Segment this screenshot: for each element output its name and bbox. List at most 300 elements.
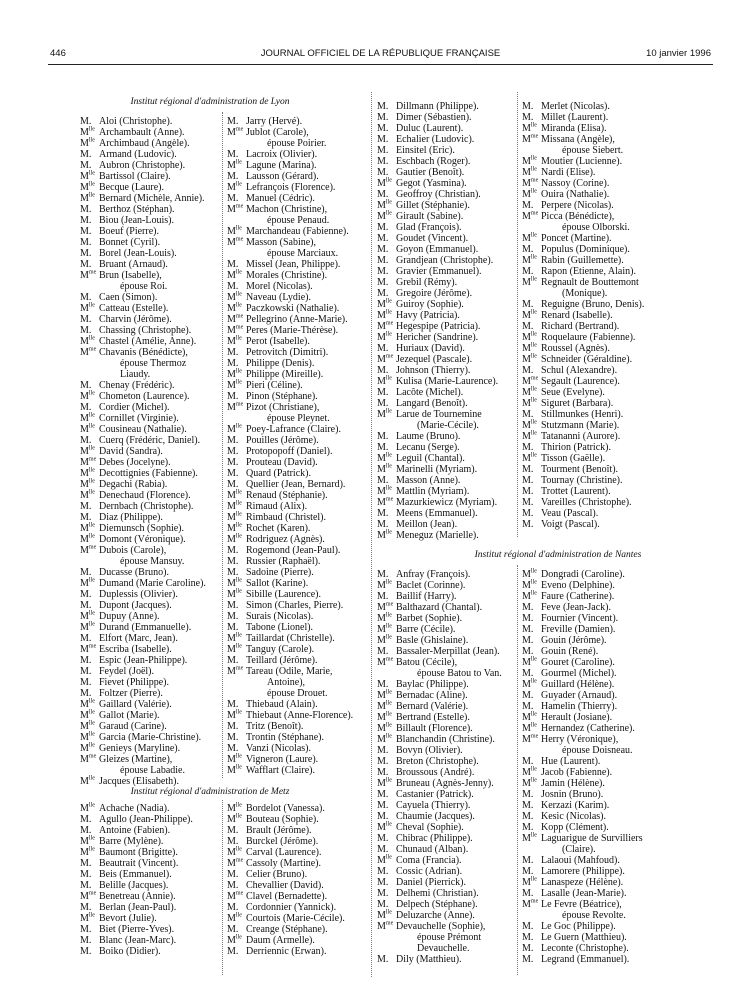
- civility-title: $M^{lle}$: [522, 254, 537, 266]
- person-name: Devauchelle.: [417, 943, 470, 954]
- civility-title: M.: [522, 409, 534, 420]
- civility-title: M.: [522, 475, 534, 486]
- civility-title: $M^{lle}$: [80, 181, 95, 193]
- civility-title: M.: [522, 646, 534, 657]
- person-name: Jamin (Hélène).: [541, 778, 605, 789]
- person-name: Quard (Patrick).: [246, 468, 311, 479]
- civility-title: $M^{me}$: [377, 353, 394, 365]
- civility-title: M.: [377, 877, 389, 888]
- civility-title: $M^{me}$: [80, 456, 97, 468]
- person-name: Espic (Jean-Philippe).: [99, 655, 188, 666]
- person-name: Siguret (Barbara).: [541, 398, 614, 409]
- civility-title: $M^{lle}$: [227, 522, 242, 534]
- civility-title: M.: [227, 391, 239, 402]
- person-name: Decottignies (Fabienne).: [99, 468, 198, 479]
- civility-title: M.: [377, 277, 389, 288]
- civility-title: M.: [377, 101, 389, 112]
- civility-title: M.: [522, 365, 534, 376]
- person-name: Protopopoff (Daniel).: [246, 446, 333, 457]
- person-name: Gourmel (Michel).: [541, 668, 617, 679]
- civility-title: M.: [377, 767, 389, 778]
- civility-title: M.: [80, 116, 92, 127]
- person-name: épouse Poirier.: [267, 138, 327, 149]
- civility-title: $M^{lle}$: [227, 632, 242, 644]
- civility-title: $M^{lle}$: [522, 452, 537, 464]
- person-name: Gravier (Emmanuel).: [396, 266, 482, 277]
- civility-title: M.: [377, 475, 389, 486]
- person-name: Chunaud (Alban).: [396, 844, 469, 855]
- civility-title: M.: [80, 924, 92, 935]
- civility-title: $M^{lle}$: [377, 821, 392, 833]
- civility-title: M.: [227, 457, 239, 468]
- civility-title: M.: [377, 266, 389, 277]
- civility-title: M.: [522, 112, 534, 123]
- civility-title: $M^{lle}$: [227, 302, 242, 314]
- civility-title: M.: [522, 921, 534, 932]
- civility-title: M.: [522, 866, 534, 877]
- person-name: Seue (Evelyne).: [541, 387, 605, 398]
- person-name: Trottet (Laurent).: [541, 486, 611, 497]
- civility-title: M.: [80, 215, 92, 226]
- person-name: Baillif (Harry).: [396, 591, 457, 602]
- person-name: Regnault de Bouttemont: [541, 277, 639, 288]
- person-name: Simon (Charles, Pierre).: [246, 600, 344, 611]
- civility-title: M.: [377, 288, 389, 299]
- person-name: Daum (Armelle).: [246, 935, 315, 946]
- person-name: Chometon (Laurence).: [99, 391, 190, 402]
- person-name: Ouira (Nathalie).: [541, 189, 610, 200]
- person-name: Cuerq (Frédéric, Daniel).: [99, 435, 201, 446]
- person-name: Wafflart (Claire).: [246, 765, 315, 776]
- person-name: Vareilles (Christophe).: [541, 497, 632, 508]
- person-name: Debes (Jocelyne).: [99, 457, 171, 468]
- civility-title: M.: [377, 189, 389, 200]
- civility-title: $M^{me}$: [377, 320, 394, 332]
- person-name: Le Fevre (Béatrice),: [541, 899, 622, 910]
- civility-title: M.: [227, 836, 239, 847]
- person-name: Beautrait (Vincent).: [99, 858, 179, 869]
- civility-title: $M^{me}$: [80, 643, 97, 655]
- civility-title: M.: [522, 932, 534, 943]
- person-name: Elfort (Marc, Jean).: [99, 633, 178, 644]
- person-name: Poncet (Martine).: [541, 233, 612, 244]
- civility-title: M.: [377, 244, 389, 255]
- person-name: Gouin (René).: [541, 646, 599, 657]
- civility-title: $M^{me}$: [522, 733, 539, 745]
- civility-title: $M^{lle}$: [377, 711, 392, 723]
- person-name: Celier (Bruno).: [246, 869, 308, 880]
- civility-title: $M^{lle}$: [227, 643, 242, 655]
- civility-title: M.: [377, 387, 389, 398]
- person-name: Barbet (Sophie).: [396, 613, 463, 624]
- person-name: Tatananni (Aurore).: [541, 431, 621, 442]
- civility-title: M.: [227, 880, 239, 891]
- civility-title: M.: [227, 721, 239, 732]
- civility-title: M.: [377, 343, 389, 354]
- civility-title: M.: [377, 844, 389, 855]
- person-name: Borel (Jean-Louis).: [99, 248, 177, 259]
- person-name: Dupuy (Anne).: [99, 611, 160, 622]
- civility-title: M.: [522, 497, 534, 508]
- civility-title: $M^{lle}$: [522, 122, 537, 134]
- issue-date: 10 janvier 1996: [646, 48, 711, 59]
- civility-title: M.: [522, 701, 534, 712]
- person-name: Caen (Simon).: [99, 292, 158, 303]
- person-name: Masson (Anne).: [396, 475, 461, 486]
- person-name: Berlan (Jean-Paul).: [99, 902, 177, 913]
- person-name: Goudet (Vincent).: [396, 233, 469, 244]
- person-name: Stillmunkes (Henri).: [541, 409, 624, 420]
- civility-title: $M^{me}$: [227, 857, 244, 869]
- civility-title: $M^{lle}$: [522, 397, 537, 409]
- person-name: Roussel (Agnès).: [541, 343, 610, 354]
- person-name: David (Sandra).: [99, 446, 163, 457]
- civility-title: $M^{me}$: [80, 890, 97, 902]
- civility-title: $M^{lle}$: [522, 419, 537, 431]
- person-name: Billault (Florence).: [396, 723, 473, 734]
- civility-title: M.: [377, 233, 389, 244]
- section-title-metz: Institut régional d'administration de Metz: [130, 787, 290, 797]
- person-name: épouse Batou to Van.: [417, 668, 502, 679]
- person-name: Gallot (Marie).: [99, 710, 160, 721]
- person-name: Gegot (Yasmina).: [396, 178, 467, 189]
- civility-title: $M^{lle}$: [522, 678, 537, 690]
- person-name: Genieys (Maryline).: [99, 743, 181, 754]
- person-name: Populus (Dominique).: [541, 244, 630, 255]
- person-name: Chibrac (Philippe).: [396, 833, 473, 844]
- civility-title: M.: [377, 811, 389, 822]
- civility-title: M.: [227, 259, 239, 270]
- civility-title: M.: [522, 855, 534, 866]
- person-name: Bartissol (Claire).: [99, 171, 171, 182]
- person-name: Devauchelle (Sophie),: [396, 921, 486, 932]
- person-name: Schul (Alexandre).: [541, 365, 618, 376]
- civility-title: $M^{lle}$: [80, 720, 95, 732]
- civility-title: M.: [377, 789, 389, 800]
- civility-title: M.: [377, 899, 389, 910]
- civility-title: M.: [522, 321, 534, 332]
- person-name: Feydel (Joël).: [99, 666, 154, 677]
- person-name: Peres (Marie-Thérèse).: [246, 325, 339, 336]
- civility-title: M.: [522, 954, 534, 965]
- civility-title: M.: [377, 167, 389, 178]
- civility-title: $M^{lle}$: [80, 846, 95, 858]
- person-name: Rodriguez (Agnès).: [246, 534, 325, 545]
- person-name: Taillardat (Christelle).: [246, 633, 335, 644]
- civility-title: M.: [227, 825, 239, 836]
- person-name: Meillon (Jean).: [396, 519, 458, 530]
- civility-title: M.: [522, 613, 534, 624]
- person-name: Millet (Laurent).: [541, 112, 609, 123]
- civility-title: M.: [80, 666, 92, 677]
- civility-title: $M^{lle}$: [80, 390, 95, 402]
- person-name: Chavanis (Bénédicte),: [99, 347, 188, 358]
- person-name: Lausson (Gérard).: [246, 171, 319, 182]
- civility-title: M.: [227, 468, 239, 479]
- civility-title: M.: [522, 635, 534, 646]
- civility-title: M.: [227, 600, 239, 611]
- person-name: Blanchandin (Christine).: [396, 734, 495, 745]
- person-name: Marinelli (Myriam).: [396, 464, 478, 475]
- person-name: Fievet (Philippe).: [99, 677, 169, 688]
- person-name: Lanaspeze (Hélène).: [541, 877, 624, 888]
- person-name: Schneider (Géraldine).: [541, 354, 633, 365]
- person-name: Ducasse (Bruno).: [99, 567, 169, 578]
- person-name: Merlet (Nicolas).: [541, 101, 610, 112]
- person-name: Baclet (Corinne).: [396, 580, 466, 591]
- person-name: Jarry (Hervé).: [246, 116, 303, 127]
- person-name: Stutzmann (Marie).: [541, 420, 620, 431]
- civility-title: $M^{lle}$: [227, 269, 242, 281]
- civility-title: $M^{lle}$: [522, 430, 537, 442]
- civility-title: $M^{lle}$: [80, 912, 95, 924]
- civility-title: $M^{lle}$: [227, 533, 242, 545]
- person-name: Biet (Pierre-Yves).: [99, 924, 175, 935]
- person-name: Rapon (Etienne, Alain).: [541, 266, 636, 277]
- person-name: Cordier (Michel).: [99, 402, 170, 413]
- person-name: Balthazard (Chantal).: [396, 602, 483, 613]
- civility-title: $M^{me}$: [377, 601, 394, 613]
- civility-title: M.: [80, 149, 92, 160]
- civility-title: M.: [80, 237, 92, 248]
- civility-title: M.: [227, 171, 239, 182]
- civility-title: M.: [80, 259, 92, 270]
- civility-title: M.: [377, 442, 389, 453]
- civility-title: $M^{lle}$: [377, 177, 392, 189]
- person-name: Russier (Raphaël).: [246, 556, 321, 567]
- person-name: Petrovitch (Dimitri).: [246, 347, 329, 358]
- civility-title: M.: [227, 924, 239, 935]
- person-name: Tabone (Lionel).: [246, 622, 314, 633]
- civility-title: $M^{lle}$: [80, 126, 95, 138]
- person-name: Armand (Ludovic).: [99, 149, 177, 160]
- person-name: Sadoine (Pierre).: [246, 567, 314, 578]
- civility-title: M.: [227, 545, 239, 556]
- person-name: Teillard (Jérôme).: [246, 655, 318, 666]
- civility-title: M.: [522, 508, 534, 519]
- person-name: Cornillet (Virginie).: [99, 413, 179, 424]
- civility-title: M.: [227, 567, 239, 578]
- person-name: Kulisa (Marie-Laurence).: [396, 376, 499, 387]
- person-name: Dubois (Carole),: [99, 545, 167, 556]
- person-name: Bonnet (Cyril).: [99, 237, 161, 248]
- person-name: Boeuf (Pierre).: [99, 226, 159, 237]
- civility-title: M.: [522, 486, 534, 497]
- person-name: Laguarigue de Survilliers: [541, 833, 643, 844]
- civility-title: $M^{lle}$: [522, 353, 537, 365]
- person-name: Bruant (Arnaud).: [99, 259, 168, 270]
- civility-title: M.: [377, 679, 389, 690]
- civility-title: M.: [80, 869, 92, 880]
- civility-title: M.: [227, 435, 239, 446]
- civility-title: $M^{me}$: [227, 203, 244, 215]
- person-name: Machon (Christine),: [246, 204, 328, 215]
- person-name: épouse Revolte.: [562, 910, 626, 921]
- civility-title: $M^{lle}$: [522, 331, 537, 343]
- civility-title: $M^{lle}$: [522, 656, 537, 668]
- civility-title: $M^{lle}$: [377, 700, 392, 712]
- civility-title: $M^{lle}$: [80, 489, 95, 501]
- person-name: Courtois (Marie-Cécile).: [246, 913, 345, 924]
- person-name: Perpere (Nicolas).: [541, 200, 614, 211]
- civility-title: $M^{me}$: [227, 890, 244, 902]
- person-name: Thiebaud (Alain).: [246, 699, 318, 710]
- person-name: Cassoly (Martine).: [246, 858, 321, 869]
- civility-title: M.: [80, 902, 92, 913]
- person-name: Roquelaure (Fabienne).: [541, 332, 636, 343]
- civility-title: $M^{lle}$: [80, 610, 95, 622]
- civility-title: M.: [522, 624, 534, 635]
- person-name: Burckel (Jérôme).: [246, 836, 319, 847]
- civility-title: $M^{lle}$: [377, 452, 392, 464]
- person-name: Eschbach (Roger).: [396, 156, 471, 167]
- civility-title: M.: [80, 380, 92, 391]
- person-name: Tourment (Benoît).: [541, 464, 619, 475]
- person-name: Surais (Nicolas).: [246, 611, 314, 622]
- person-name: Charvin (Jérôme).: [99, 314, 172, 325]
- civility-title: M.: [522, 888, 534, 899]
- person-name: Hericher (Sandrine).: [396, 332, 479, 343]
- civility-title: M.: [522, 519, 534, 530]
- civility-title: M.: [227, 347, 239, 358]
- person-name: Diaz (Philippe).: [99, 512, 163, 523]
- civility-title: M.: [227, 743, 239, 754]
- person-name: Havy (Patricia).: [396, 310, 460, 321]
- person-name: Manuel (Cédric).: [246, 193, 315, 204]
- civility-title: $M^{me}$: [522, 898, 539, 910]
- civility-title: $M^{lle}$: [377, 331, 392, 343]
- civility-title: M.: [377, 255, 389, 266]
- civility-title: $M^{me}$: [522, 375, 539, 387]
- person-name: Belille (Jacques).: [99, 880, 169, 891]
- person-name: épouse Olborski.: [562, 222, 630, 233]
- person-name: épouse Labadie.: [120, 765, 185, 776]
- person-name: Perot (Isabelle).: [246, 336, 310, 347]
- person-name: Deluzarche (Anne).: [396, 910, 475, 921]
- person-name: Johnson (Thierry).: [396, 365, 471, 376]
- civility-title: M.: [377, 156, 389, 167]
- person-name: Quellier (Jean, Bernard).: [246, 479, 346, 490]
- person-name: Coma (Francia).: [396, 855, 462, 866]
- person-name: Hernandez (Catherine).: [541, 723, 635, 734]
- person-name: Pouilles (Jérôme).: [246, 435, 319, 446]
- person-name: Escriba (Isabelle).: [99, 644, 172, 655]
- civility-title: M.: [522, 299, 534, 310]
- civility-title: M.: [227, 611, 239, 622]
- person-name: Pieri (Céline).: [246, 380, 303, 391]
- person-name: Garcia (Marie-Christine).: [99, 732, 202, 743]
- civility-title: M.: [522, 101, 534, 112]
- civility-title: $M^{me}$: [227, 126, 244, 138]
- civility-title: M.: [522, 464, 534, 475]
- person-name: Rogemond (Jean-Paul).: [246, 545, 341, 556]
- person-name: Rochet (Karen).: [246, 523, 311, 534]
- person-name: Philippe (Denis).: [246, 358, 315, 369]
- person-name: Richard (Bertrand).: [541, 321, 620, 332]
- civility-title: M.: [80, 633, 92, 644]
- person-name: Feve (Jean-Jack).: [541, 602, 611, 613]
- civility-title: $M^{lle}$: [80, 192, 95, 204]
- civility-title: M.: [522, 943, 534, 954]
- civility-title: $M^{lle}$: [522, 232, 537, 244]
- civility-title: M.: [377, 134, 389, 145]
- civility-title: M.: [377, 519, 389, 530]
- person-name: Biou (Jean-Louis).: [99, 215, 174, 226]
- person-name: Tareau (Odile, Marie,: [246, 666, 333, 677]
- person-name: Gillet (Stéphanie).: [396, 200, 470, 211]
- civility-title: $M^{lle}$: [80, 423, 95, 435]
- person-name: Rabin (Guillemette).: [541, 255, 624, 266]
- column-divider: [517, 565, 518, 975]
- civility-title: M.: [80, 858, 92, 869]
- civility-title: $M^{lle}$: [227, 753, 242, 765]
- civility-title: $M^{lle}$: [377, 689, 392, 701]
- person-name: Bassaler-Merpillat (Jean).: [396, 646, 500, 657]
- person-name: Jacob (Fabienne).: [541, 767, 613, 778]
- civility-title: $M^{lle}$: [377, 777, 392, 789]
- civility-title: $M^{lle}$: [522, 777, 537, 789]
- civility-title: $M^{lle}$: [522, 590, 537, 602]
- civility-title: $M^{lle}$: [522, 568, 537, 580]
- person-name: Delpech (Stéphane).: [396, 899, 478, 910]
- person-name: Creange (Stéphane).: [246, 924, 328, 935]
- civility-title: $M^{me}$: [377, 496, 394, 508]
- person-name: Marchandeau (Fabienne).: [246, 226, 349, 237]
- civility-title: M.: [522, 800, 534, 811]
- person-name: épouse Prémont: [417, 932, 482, 943]
- person-name: Echalier (Ludovic).: [396, 134, 475, 145]
- person-name: Rimaud (Alix).: [246, 501, 308, 512]
- person-name: Lacôte (Michel).: [396, 387, 464, 398]
- person-name: Carval (Laurence).: [246, 847, 322, 858]
- person-name: Dupont (Jacques).: [99, 600, 172, 611]
- person-name: Lalaoui (Mahfoud).: [541, 855, 620, 866]
- person-name: Clavel (Bernadette).: [246, 891, 328, 902]
- civility-title: $M^{lle}$: [377, 210, 392, 222]
- person-name: Veau (Pascal).: [541, 508, 599, 519]
- civility-title: $M^{lle}$: [227, 159, 242, 171]
- person-name: Duluc (Laurent).: [396, 123, 464, 134]
- person-name: Bovyn (Olivier).: [396, 745, 463, 756]
- person-name: Lacroix (Olivier).: [246, 149, 318, 160]
- civility-title: M.: [377, 365, 389, 376]
- person-name: Lamorere (Philippe).: [541, 866, 625, 877]
- person-name: Domont (Véronique).: [99, 534, 186, 545]
- person-name: Vigneron (Laure).: [246, 754, 319, 765]
- civility-title: $M^{lle}$: [80, 137, 95, 149]
- person-name: Bernard (Michèle, Annie).: [99, 193, 205, 204]
- person-name: Tritz (Benoît).: [246, 721, 304, 732]
- person-name: (Claire).: [562, 844, 596, 855]
- page-header: [50, 48, 711, 62]
- person-name: Antoine (Fabien).: [99, 825, 171, 836]
- civility-title: M.: [80, 325, 92, 336]
- column-divider: [371, 92, 372, 977]
- section-title-nantes: Institut régional d'administration de Nantes: [474, 550, 642, 560]
- person-name: Nardi (Elise).: [541, 167, 596, 178]
- person-name: Le Guern (Matthieu).: [541, 932, 627, 943]
- civility-title: $M^{me}$: [227, 313, 244, 325]
- civility-title: $M^{me}$: [377, 920, 394, 932]
- person-name: Legrand (Emmanuel).: [541, 954, 630, 965]
- person-name: Poey-Lafrance (Claire).: [246, 424, 341, 435]
- column-divider: [517, 92, 518, 537]
- person-name: Anfray (François).: [396, 569, 471, 580]
- person-name: Lefrançois (Florence).: [246, 182, 336, 193]
- civility-title: M.: [377, 756, 389, 767]
- civility-title: M.: [227, 699, 239, 710]
- person-name: Mazurkiewicz (Myriam).: [396, 497, 498, 508]
